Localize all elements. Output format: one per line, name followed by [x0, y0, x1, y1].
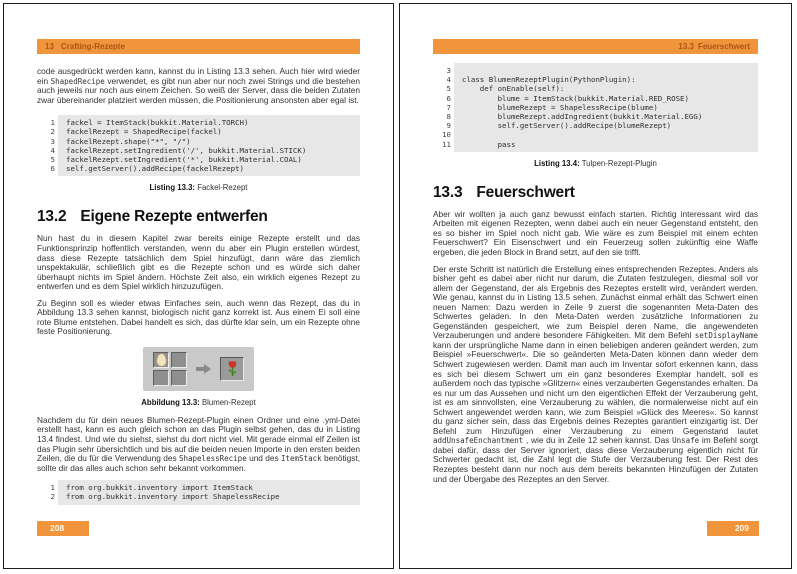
section-number: 13.2	[37, 208, 67, 226]
code-line	[50, 155, 356, 164]
figure-13-3-caption	[37, 398, 360, 407]
result-slot	[220, 357, 244, 381]
text-segment: Nachdem du für dein neues Blumen-Rezept-Plugin einen Ordner und eine .yml-Datei erstellt hast, kann es auch gleich schon an das Plugin selbst gehen, das du in Listing 13.4 findest. Und wie du siehst, siehst du dort nicht viel. Mit gerade einmal elf Zeilen ist das Plugin sehr übersichtlich und bis auf die beiden neuen Importe in den ersten beiden Zeilen, die du für die Verwendung des	[37, 414, 360, 464]
inline-code: Unsafe	[672, 436, 700, 446]
line-number: 7	[446, 102, 451, 112]
line-number: 1	[50, 118, 55, 128]
paragraph-intro	[37, 67, 360, 105]
chapter-number: 13	[45, 42, 54, 51]
section-title: Feuerschwert	[697, 42, 750, 51]
caption-text: Fackel-Rezept	[195, 183, 248, 193]
code-text: blumeRezept = ShapelessRecipe(blume)	[462, 102, 658, 112]
section-heading-13-2	[37, 208, 360, 226]
tulip-icon	[226, 360, 239, 377]
line-number: 2	[50, 127, 55, 137]
page-left	[3, 3, 394, 569]
code-text: pass	[462, 139, 516, 149]
listing-13-4-caption	[433, 159, 758, 168]
line-number: 9	[446, 121, 451, 131]
code-line	[50, 118, 356, 128]
crafting-grid	[153, 352, 187, 386]
line-number: 5	[50, 155, 55, 164]
code-text: fackelRezept.setIngredient('*', bukkit.Material.COAL)	[66, 155, 302, 164]
inline-code: addUnsafeEnchantment	[433, 436, 524, 446]
caption-label: Listing 13.4:	[534, 158, 580, 168]
code-line	[446, 102, 754, 112]
paragraph-kapitel	[37, 234, 360, 291]
section-title: Feuerschwert	[476, 183, 575, 201]
line-number: 10	[442, 130, 451, 140]
caption-text: Blumen-Rezept	[199, 397, 256, 407]
line-number: 5	[446, 84, 451, 94]
text-segment: code ausgedrückt werden kann, kannst du in Listing 13.3 sehen. Auch hier wird wieder ein	[37, 66, 360, 86]
code-text: self.getServer().addRecipe(fackelRezept)	[66, 164, 244, 174]
crafting-slot-empty	[171, 352, 187, 368]
code-line	[50, 483, 356, 493]
page-number-right: 209	[707, 521, 759, 536]
code-line	[50, 164, 356, 174]
code-line	[446, 121, 754, 131]
code-line	[442, 130, 754, 140]
text-segment: Der erste Schritt ist natürlich die Erstellung eines entsprechenden Rezeptes. Anders als bisher geht es dabei aber nicht nur darum, die Zutaten festzulegen, diesmal soll vor allem der Gegenstand, der als Ergebnis des Rezeptes erstellt wird, verändert werden. Wie genau, kannst du in Listing 13.5 sehen. Zunächst einmal erhält das Schwert einen neuen Namen: Dazu werden in Zeile 9 zuerst die sogenannten Meta-Daten des Schwertes geladen. In den Meta-Daten werden zusätzliche Informationen zu Gegenständen gespeichert, wie zum Beispiel deren Name, die angewendeten Verzauberungen und andere besondere Fähigkeiten. Mit dem Befehl	[433, 263, 758, 341]
code-listing-13-4	[442, 63, 758, 152]
inline-code: ShapedRecipe	[50, 76, 105, 86]
line-number: 11	[442, 139, 451, 149]
inline-code: setDisplayName	[694, 331, 758, 341]
inline-code: ShapelessRecipe	[178, 454, 247, 464]
text-segment: Aber wir wollten ja auch ganz bewusst einfach starten. Richtig interessant wird das Arbeiten mit eigenen Rezepten, wenn dabei auch ein neuer Gegenstand entsteht, den es so bisher im Spiel noch nicht gab. Wie wäre es zum Beispiel mit einem echten Feuerschwert? Ein Eisenschwert und ein Feuerzeug sollen zukünftig eine Waffe ergeben, die jeden Block in Brand setzt, auf den sie trifft.	[433, 208, 758, 257]
line-number: 8	[446, 112, 451, 121]
code-text: class BlumenRezeptPlugin(PythonPlugin):	[462, 75, 636, 85]
line-number: 6	[50, 164, 55, 174]
code-text: blumeRezept.addIngredient(bukkit.Material.EGG)	[462, 112, 703, 121]
arrow-right-icon	[196, 364, 211, 374]
line-number: 3	[446, 66, 451, 75]
crafting-slot-empty	[153, 370, 169, 386]
text-segment: im Befehl sorgt dabei dafür, dass der Server ignoriert, dass diese Verzauberung eigentlich nicht für Schwerter gedacht ist, die Zahl legt die Stufe der Verzauberung fest. Der Rest des Rezeptes besteht dann nur noch aus dem bereits bekannten Hinzufügen der Zutaten und der Übergabe des Rezeptes an den Server.	[433, 435, 758, 484]
paragraph-schritt	[433, 265, 758, 485]
section-number: 13.3	[433, 183, 463, 201]
paragraph-beginn	[37, 299, 360, 337]
code-line	[50, 136, 356, 146]
text-segment: benötigst, sollte dir das alles auch schon sehr bekannt vorkommen.	[37, 453, 360, 473]
code-line	[50, 145, 356, 155]
text-segment: Zu Beginn soll es wieder etwas Einfaches sein, auch wenn das Rezept, das du in Abbildung 13.3 sehen kannst, biologisch nicht ganz korrekt ist. Aus einem Ei soll eine rote Blume entstehen. Dabei handelt es sich, das dürfte klar sein, um ein Rezepte ohne feste Positionierung.	[37, 297, 360, 337]
paragraph-nachdem	[37, 416, 360, 473]
page-right	[399, 3, 792, 569]
code-text: fackel = ItemStack(bukkit.Material.TORCH)	[66, 118, 249, 128]
code-line	[446, 66, 754, 75]
egg-icon	[156, 353, 167, 367]
code-line	[446, 75, 754, 85]
figure-blumen-rezept	[37, 347, 360, 391]
line-number: 3	[50, 136, 55, 146]
code-line	[50, 127, 356, 137]
caption-text: Tulpen-Rezept-Plugin	[579, 158, 657, 168]
caption-label: Abbildung 13.3:	[141, 397, 200, 407]
running-header-left	[37, 39, 360, 54]
section-number: 13.3	[678, 42, 694, 51]
caption-label: Listing 13.3:	[149, 183, 196, 193]
code-text: from org.bukkit.inventory import ShapelessRecipe	[66, 492, 280, 502]
code-text: from org.bukkit.inventory import ItemStack	[66, 483, 253, 493]
code-text: fackelRezept.setIngredient('/', bukkit.Material.STICK)	[66, 145, 307, 155]
section-title: Eigene Rezepte entwerfen	[80, 208, 268, 226]
running-header-right	[433, 39, 758, 54]
text-segment: verwendet, es gibt nun aber nur noch zwei Strings und die bestehen auch jeweils nur noch aus einem Zeichen. So weiß der Server, dass die beiden Zutaten zwar übereinander platziert werden müssen, die Positionierung ansonsten aber egal ist.	[37, 75, 360, 105]
chapter-title: Crafting-Rezepte	[60, 42, 125, 51]
code-text: def onEnable(self):	[462, 84, 565, 94]
line-number: 4	[50, 145, 55, 155]
crafting-panel	[143, 347, 254, 391]
page-number-left: 208	[37, 521, 89, 536]
text-segment: und des	[246, 453, 282, 464]
code-listing-13-3	[50, 115, 360, 176]
line-number: 6	[446, 93, 451, 103]
crafting-slot-egg	[153, 352, 169, 368]
crafting-slot-empty	[171, 370, 187, 386]
code-line	[446, 112, 754, 121]
line-number: 2	[50, 492, 55, 502]
code-listing-imports	[50, 480, 360, 504]
line-number: 1	[50, 483, 55, 493]
text-segment: Nun hast du in diesem Kapitel zwar bereits einige Rezepte erstellt und das Funktionsprinzip hoffentlich verstanden, wenn du aber ein Plugin erstellen würdest, dass diese Rezepte tatsächlich dem Spiel hinzufügt, dann wäre das ziemlich unspektakulär, schließlich gibt es die Rezepte schon und es würde sich daher überhaupt nichts im Spiel ändern. Höchste Zeit also, ein wirklich eigenes Rezept zu entwerfen und es dem Spiel wirklich hinzuzufügen.	[37, 233, 360, 292]
inline-code: ItemStack	[281, 454, 322, 464]
code-line	[442, 139, 754, 149]
text-segment: , wie du in Zeile 12 sehen kannst. Das	[523, 435, 673, 446]
section-heading-13-3	[433, 184, 758, 202]
code-line	[50, 492, 356, 502]
paragraph-aber	[433, 210, 758, 258]
code-text: fackelRezept = ShapedRecipe(fackel)	[66, 127, 222, 137]
text-segment: kann der ursprüngliche Name dann in einen beliebigen anderen geändert werden, zum Beispiel »Feuerschwert«. Die so geänderten Meta-Daten können dann wieder dem Schwert zugewiesen werden. Damit man auch im Inventar sofort erkennen kann, dass es sich bei diesem Schwert um ein ganz besonderes Exemplar handelt, soll es außerdem noch das typische »Glitzern« eines verzauberten Gegenstandes erhalten. Da es nur um das Aussehen und nicht um den eigentlichen Effekt der Verzauberung geht, ist es am sinnvollsten, eine Verzauberung zu wählen, die normalerweise nicht auf ein Schwert angewendet werden kann, wie zum Beispiel »Glück des Meeres«. So kannst du ganz sicher sein, dass das Ergebnis deines Rezeptes garantiert einzigartig ist. Der Befehl zum Hinzufügen einer Verzauberung zu einem Gegenstand lautet	[433, 339, 758, 436]
code-text: fackelRezept.shape("*", "/")	[66, 136, 191, 146]
code-line	[446, 84, 754, 94]
code-line	[446, 93, 754, 103]
line-number: 4	[446, 75, 451, 85]
listing-13-3-caption	[37, 183, 360, 192]
code-text: self.getServer().addRecipe(blumeRezept)	[462, 121, 672, 131]
code-text: blume = ItemStack(bukkit.Material.RED_ROSE)	[462, 93, 689, 103]
